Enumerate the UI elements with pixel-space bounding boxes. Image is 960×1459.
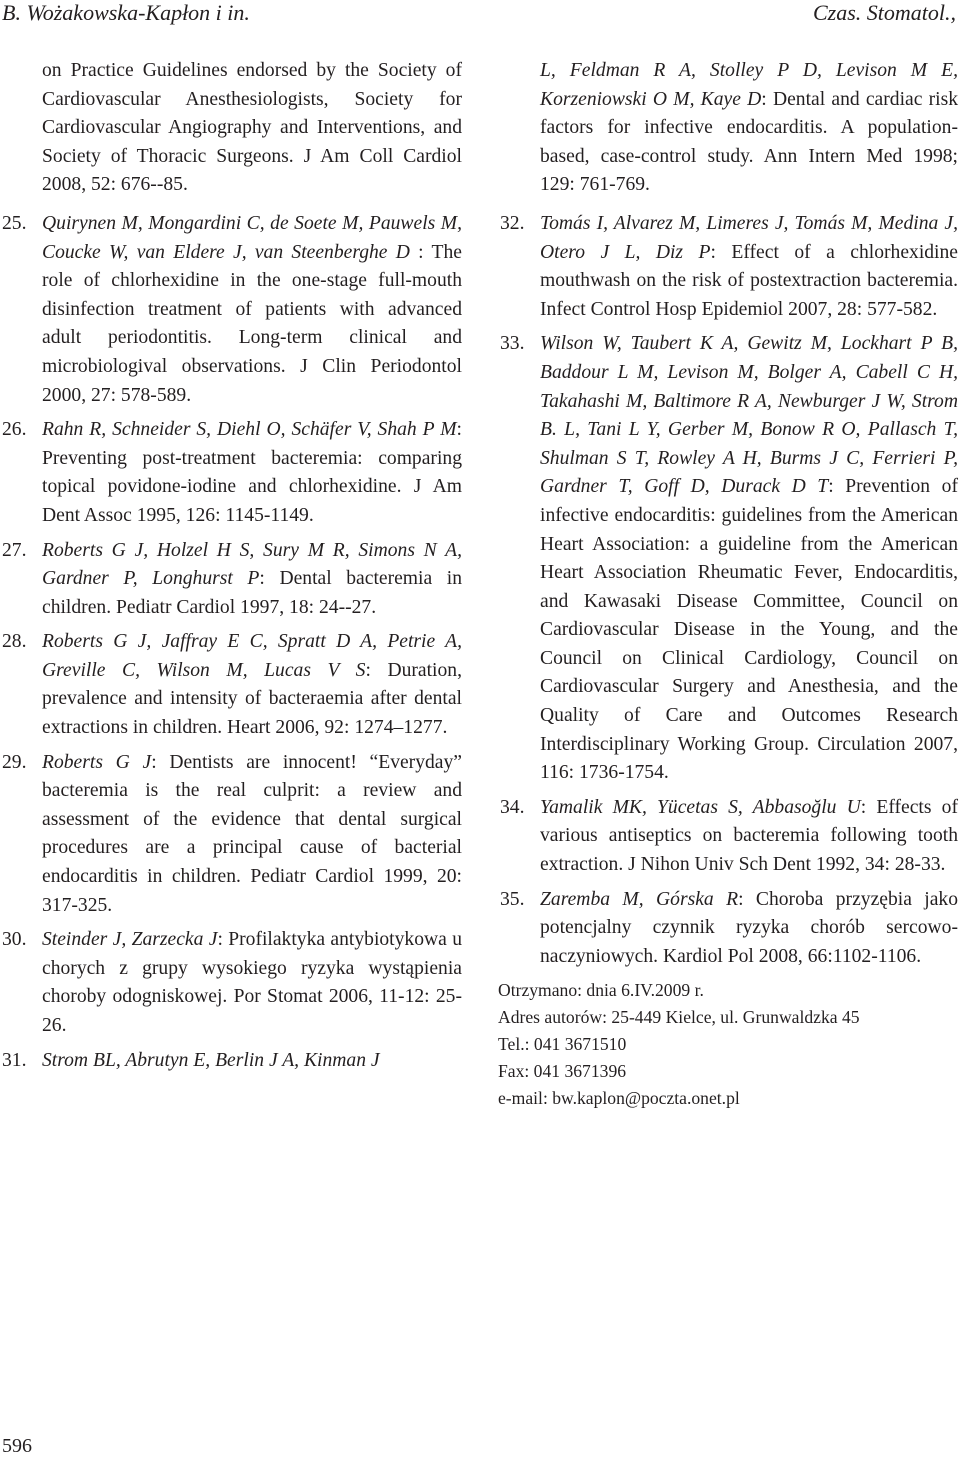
reference-text: The role of chlorhexidine in the one-stage full-mouth disinfection treatment of patients with advanced adult periodontitis. Long-term clinical and microbiologival observations. J Clin Periodontol 2000, 27: 578-589. — [42, 241, 462, 406]
reference-text: Prevention of infective endocarditis: guidelines from the American Heart Association: a guideline from the American Heart Association Rheumatic Fever, Endocarditis, and Kawasaki Disease Committee, Council on Cardiovascular Disease in the Young, and the Council on Clinical Cardiology, Council on Cardiovascular Surgery and Anesthesia, and the Quality of Care and Outcomes Research Interdisciplinary Working Group. Circulation 2007, 116: 1736-1754. — [540, 476, 958, 784]
reference-authors: Roberts G J — [42, 751, 152, 773]
reference-text: Dental and cardiac risk factors for infective endocarditis. A population-based, case-control study. Ann Intern Med 1998; 129: 761-769. — [540, 88, 959, 196]
received-date: Otrzymano: dnia 6.IV.2009 r. — [498, 980, 704, 1001]
reference-number: 32. — [500, 212, 525, 234]
reference-text: Dental bacteremia in children. Pediatr Cardiol 1997, 18: 24--27. — [42, 568, 463, 618]
reference-text: Effects of various antiseptics on bacteremia following tooth extraction. J Nihon Univ Sch Dent 1992, 34: 28-33. — [540, 796, 958, 876]
reference-26 — [0, 416, 462, 530]
reference-separator: : — [738, 888, 756, 910]
reference-33 — [498, 330, 958, 788]
reference-number: 33. — [500, 333, 525, 355]
reference-text: Dentists are innocent! “Everyday” bacteremia is the real culprit: a review and assessment of the evidence that dental surgical procedures are a principal cause of bacterial endocarditis in children. Pediatr Cardiol 1999, 20: 317-325. — [42, 751, 462, 916]
reference-continuation — [0, 57, 462, 200]
reference-number: 30. — [2, 929, 27, 951]
reference-separator: : — [151, 751, 170, 773]
reference-separator: : — [710, 241, 732, 263]
reference-number: 34. — [500, 796, 525, 818]
reference-separator: : — [761, 88, 773, 110]
reference-authors: Wilson W, Taubert K A, Gewitz M, Lockhart P B, Baddour L M, Levison M, Bolger A, Cabell C H, Takahashi M, Baltimore R A, Newburger J W, Strom B. L, Tani L Y, Gerber M, Bonow R O, Pallasch T, Shulman S T, Rowley A H, Burms J C, Ferrieri P, Gardner T, Goff D, Durack D T — [540, 333, 958, 498]
reference-authors: Zaremba M, Górska R — [540, 888, 739, 910]
reference-authors: Yamalik MK, Yücetas S, Abbasoğlu U — [540, 796, 861, 818]
running-header-journal: Czas. Stomatol., — [812, 0, 956, 25]
reference-authors: Roberts G J, Holzel H S, Sury M R, Simons N A, Gardner P, Longhurst P — [42, 539, 462, 590]
reference-28 — [0, 628, 462, 742]
reference-authors: Rahn R, Schneider S, Diehl O, Schäfer V, Shah P M — [42, 419, 457, 441]
fax: Fax: 041 3671396 — [498, 1061, 627, 1082]
reference-authors: Quirynen M, Mongardini C, de Soete M, Pauwels M, Coucke W, van Eldere J, van Steenberghe D — [42, 212, 462, 263]
reference-separator: : — [365, 659, 388, 681]
reference-text: on Practice Guidelines endorsed by the Society of Cardiovascular Anesthesiologists, Society for Cardiovascular Angiography and Interventions, and Society of Thoracic Surgeons. J Am Coll Cardiol 2008, 52: 676--85. — [42, 60, 462, 196]
correspondence-block — [498, 977, 958, 1112]
reference-text: Preventing post-treatment bacteremia: comparing topical povidone-iodine and chlorhexidine. J Am Dent Assoc 1995, 126: 1145-1149. — [42, 447, 462, 526]
reference-separator: : — [860, 796, 877, 818]
reference-number: 28. — [2, 631, 27, 653]
reference-text: Profilaktyka antybiotykowa u chorych z grupy wysokiego ryzyka wystąpienia choroby odogniskowej. Por Stomat 2006, 11-12: 25-26. — [42, 929, 462, 1036]
left-column — [0, 57, 462, 1081]
reference-31 — [0, 1047, 462, 1076]
reference-27 — [0, 537, 462, 623]
reference-text: Effect of a chlorhexidine mouthwash on the risk of postextraction bacteremia. Infect Control Hosp Epidemiol 2007, 28: 577-582. — [540, 241, 958, 320]
reference-number: 25. — [2, 212, 27, 234]
reference-32 — [498, 210, 958, 324]
reference-authors: L, Feldman R A, Stolley P D, Levison M E, Korzeniowski O M, Kaye D — [540, 60, 958, 110]
reference-authors: Strom BL, Abrutyn E, Berlin J A, Kinman J — [42, 1049, 380, 1071]
reference-separator: : — [828, 476, 846, 498]
right-column — [498, 57, 958, 1112]
reference-text: Choroba przyzębia jako potencjalny czynnik ryzyka chorób sercowo-naczyniowych. Kardiol Pol 2008, 66:1102-1106. — [540, 888, 959, 967]
reference-number: 35. — [500, 888, 525, 910]
reference-number: 27. — [2, 539, 27, 561]
reference-34 — [498, 794, 958, 880]
telephone: Tel.: 041 3671510 — [498, 1034, 627, 1055]
reference-number: 29. — [2, 751, 27, 773]
reference-continuation — [498, 57, 958, 200]
running-header-authors: B. Wożakowska-Kapłon i in. — [2, 0, 250, 25]
reference-29 — [0, 749, 462, 921]
reference-separator: : — [217, 929, 229, 951]
page-number: 596 — [2, 1435, 32, 1457]
reference-separator: : — [456, 419, 462, 441]
reference-authors: Roberts G J, Jaffray E C, Spratt D A, Petrie A, Greville C, Wilson M, Lucas V S — [42, 631, 462, 681]
reference-authors: Tomás I, Alvarez M, Limeres J, Tomás M, Medina J, Otero J L, Diz P — [540, 212, 958, 263]
reference-number: 26. — [2, 419, 27, 441]
reference-number: 31. — [2, 1049, 27, 1071]
reference-text: Duration, prevalence and intensity of bacteraemia after dental extractions in children. Heart 2006, 92: 1274–1277. — [42, 659, 462, 739]
reference-separator: : — [259, 568, 280, 590]
email: e-mail: bw.kaplon@poczta.onet.pl — [498, 1088, 740, 1109]
reference-authors: Steinder J, Zarzecka J — [42, 929, 218, 951]
reference-35 — [498, 886, 958, 972]
reference-30 — [0, 926, 462, 1040]
author-address: Adres autorów: 25-449 Kielce, ul. Grunwaldzka 45 — [498, 1007, 860, 1028]
reference-25 — [0, 210, 462, 410]
reference-separator: : — [409, 241, 432, 263]
